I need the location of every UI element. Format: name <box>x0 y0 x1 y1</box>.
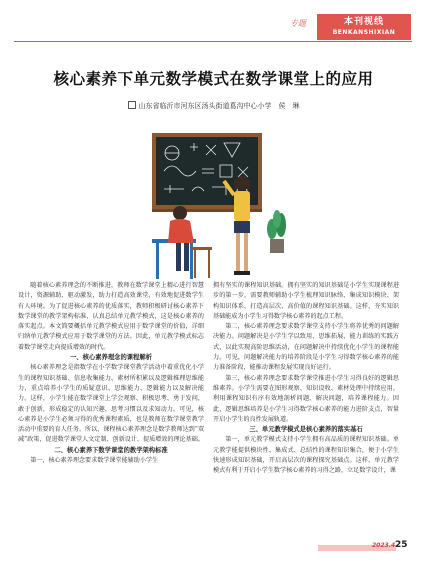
column-title-cn: 本刊视线 <box>343 17 384 27</box>
teacher-blackboard-illustration <box>150 121 290 281</box>
plant-pot <box>270 239 284 253</box>
paragraph: 第三，核心素养理念要求数学课堂推进小学生习得良好的逻辑思维素养。小学生需要在图形观察、知识设收、素材处理中持续应用，利用课程知识有序有效地剖析问题、解决问题，培养课程能力。因此，逻辑思维培养是小学生习得数学核心素养的能力进阶支点，智量开启小学生的良性发展轨道。 <box>213 374 399 423</box>
left-column <box>18 281 204 466</box>
paragraph: 核心素养理念是指数学在小学数学课堂教学活动中着重优化小学生的课程知识基础、信息收集能力、素材所积累以及逻辑推理思维能力，重点培养小学生的质疑意识、思维能力、逻辑能力以及解决能力。这样，小学生能在数学课堂上学会观察、积极思考、勇于发问，敢于创新，形成稳定的认知兴趣，思考习惯以及求知动力。可见，核心素养是小学生必须习得的优秀课程素质，也是教师在数学课堂教学活动中重要的育人任务。所以，课程核心素养理念是数学教师达到“双减”政策，促进数学课堂人文定制、创新设计、提质增效的理论基础。 <box>18 364 204 444</box>
student-head <box>173 206 187 220</box>
paragraph: 第一，核心素养理念要求数学课堂能辅助小学生 <box>30 457 159 465</box>
square-bullet-icon <box>128 101 136 109</box>
author-text: 山东省临沂市河东区汤头街道葛沟中心小学 侯 琳 <box>138 102 300 110</box>
section-heading: 一、核心素养理念的课程解析 <box>70 354 152 362</box>
page-number: 25 <box>395 540 408 550</box>
right-column <box>213 281 399 477</box>
student-chair <box>192 247 212 250</box>
student-body <box>168 219 194 243</box>
author-line <box>0 101 427 111</box>
paragraph: 随着核心素养理念的不断推进，教师在数学课堂上精心进行智慧设计，资源辅助、驱动激发，助力打造高效课堂，有效地促进数学生有人环境。为了促进核心素养的优质落实，教师积极研讨核心素养下数学课堂的教学架构标准，认真总结单元教学模式，这是核心素养的落实起点。本文简要概括单元教学模式应用于数学课堂的价值，详细归纳单元教学模式应用于数学课堂的方法。因此，单元教学模式标志着数学课堂走向提质增效的时代。 <box>18 282 204 351</box>
teacher-shirt <box>234 191 250 221</box>
column-title-en: BENKANSHIXIAN <box>332 29 396 36</box>
section-heading: 三、单元教学模式是核心素养的落实基石 <box>249 426 363 434</box>
paragraph: 拥有坚实的课程知识基础。拥有坚实的知识基础是小学生实现课程进步的第一步，需要教师辅助小学生梳理知识脉络、集成知识模块、架构知识体系，打造高层次、高价值的课程知识基础。这样，夯实知识基础能成为小学生习得数学核心素养的起点工程。 <box>213 282 399 320</box>
paragraph: 第二，核心素养理念要求数学课堂支持小学生将养优秀的问题解决能力。问题解决是小学生学以致用、思维拓展、能力训练的实践方式，以此实现高阶思维活动，在问题解决中持续优化小学生的课程能力。可见，问题解决能力的培养阶段是小学生习得数学核心素养的能力准备阶段，能推动课程发展实现良好运行。 <box>213 323 399 372</box>
section-heading: 二、核心素养下数学课堂的教学架构标准 <box>54 446 168 454</box>
issue-date: 2023.4 <box>372 542 396 549</box>
paragraph: 第一，单元教学模式支持小学生拥有高品质的课程知识基础。单元教学能提供模块性、集成式、总结性的课程知识集合，便于小学生快速形成知识基础，开启高层次的课程探究基础点。这样，单元教学模式有利于开启小学生数学核心素养的习得之路，立足数学设计，课 <box>213 436 399 475</box>
column-header-box <box>317 14 411 40</box>
header-rule <box>14 41 412 42</box>
section-tag: 专题 <box>290 19 306 28</box>
article-title: 核心素养下单元数学模式在数学课堂上的应用 <box>53 70 374 88</box>
